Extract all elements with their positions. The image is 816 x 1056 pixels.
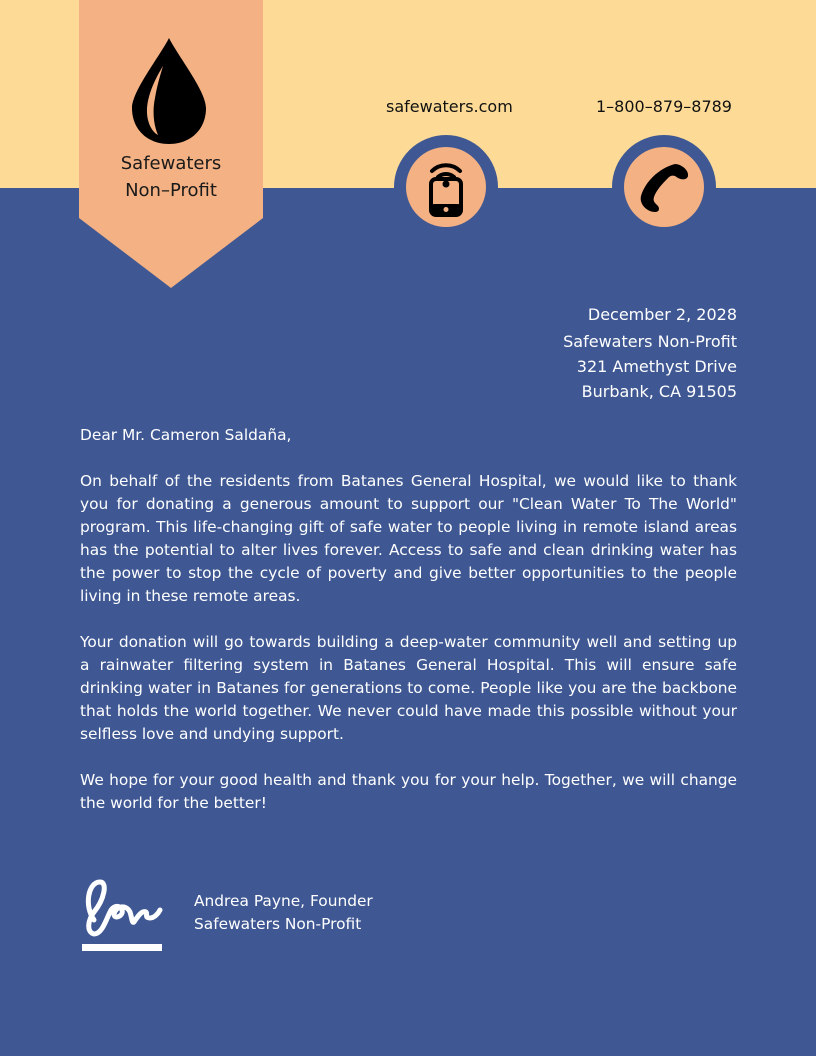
signature-icon [80,876,164,954]
address-block [563,302,737,404]
salutation: Dear Mr. Cameron Saldaña, [80,426,292,444]
logo-line-2: Non–Profit [125,180,217,201]
logo-banner [79,0,263,288]
paragraph: Your donation will go towards building a deep-water community well and setting up a rainwater filtering system in Batanes General Hospital. This will ensure safe drinking water in Batanes for generations to come. People like you are the backbone that holds the world together. We never could have made this possible without your selfless love and undying support. [80,633,737,743]
logo-line-1: Safewaters [120,153,222,174]
sender-street: 321 Amethyst Drive [576,357,737,376]
sender-organization: Safewaters Non-Profit [563,332,737,351]
website-link[interactable]: safewaters.com [386,97,513,116]
signature-block [194,890,373,936]
mobile-icon-badge [394,135,498,239]
mobile-phone-icon [426,157,466,217]
signer-name-title: Andrea Payne, Founder [194,892,373,910]
sender-city: Burbank, CA 91505 [581,382,737,401]
phone-icon-badge [612,135,716,239]
letter-date: December 2, 2028 [587,305,737,324]
letter-body [80,424,737,838]
paragraph: On behalf of the residents from Batanes General Hospital, we would like to thank you for donating a generous amount to support our "Clean Water To The World" program. This life-changing gift of safe water to people living in remote island areas has the potential to alter lives forever. Access to safe and clean drinking water has the power to stop the cycle of poverty and give better opportunities to the people living in these remote areas. [80,472,737,605]
water-drop-icon [130,36,208,146]
telephone-handset-icon [637,160,691,214]
phone-number[interactable]: 1–800–879–8789 [596,97,732,116]
paragraph: We hope for your good health and thank you for your help. Together, we will change the world for the better! [80,771,737,812]
logo-org-name [79,150,263,204]
signer-organization: Safewaters Non-Profit [194,915,362,933]
